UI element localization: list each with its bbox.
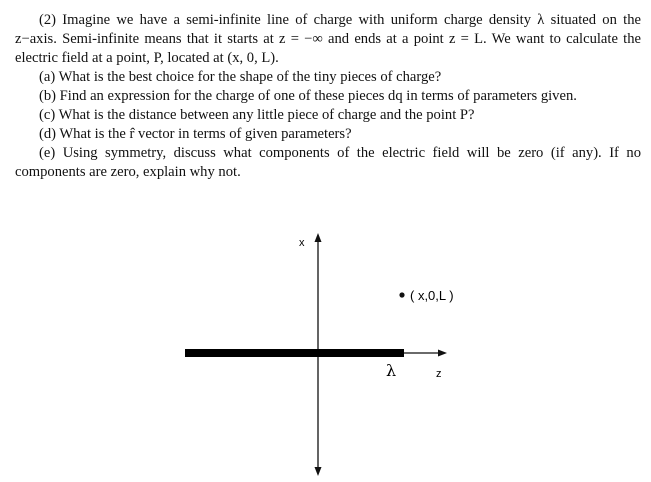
line-of-charge [185,349,404,357]
question-d: (d) What is the r̂ vector in terms of given parameters? [39,126,352,142]
point-p-marker [399,292,404,297]
z-axis-arrow-icon [438,350,447,357]
point-p-label: ( x,0,L ) [410,288,454,303]
problem-intro: (2) Imagine we have a semi-infinite line of charge with uniform charge density λ situated on the z−axis. Semi-infinite means that it starts at z = −∞ and ends at a point z = L. We want to calculate the electric field at a point, P, located at (x, 0, L). [15,12,641,66]
question-e: (e) Using symmetry, discuss what components of the electric field will be zero (if any). If no components are zero, explain why not. [15,145,641,180]
question-c: (c) What is the distance between any little piece of charge and the point P? [39,107,475,123]
question-a: (a) What is the best choice for the shape of the tiny pieces of charge? [39,69,442,85]
lambda-label: λ [386,361,397,380]
x-axis-arrow-up-icon [315,233,322,242]
question-b: (b) Find an expression for the charge of one of these pieces dq in terms of parameters given. [39,88,577,104]
z-axis-label: z [436,368,442,380]
x-axis-label: x [299,237,305,249]
x-axis-arrow-down-icon [315,467,322,476]
